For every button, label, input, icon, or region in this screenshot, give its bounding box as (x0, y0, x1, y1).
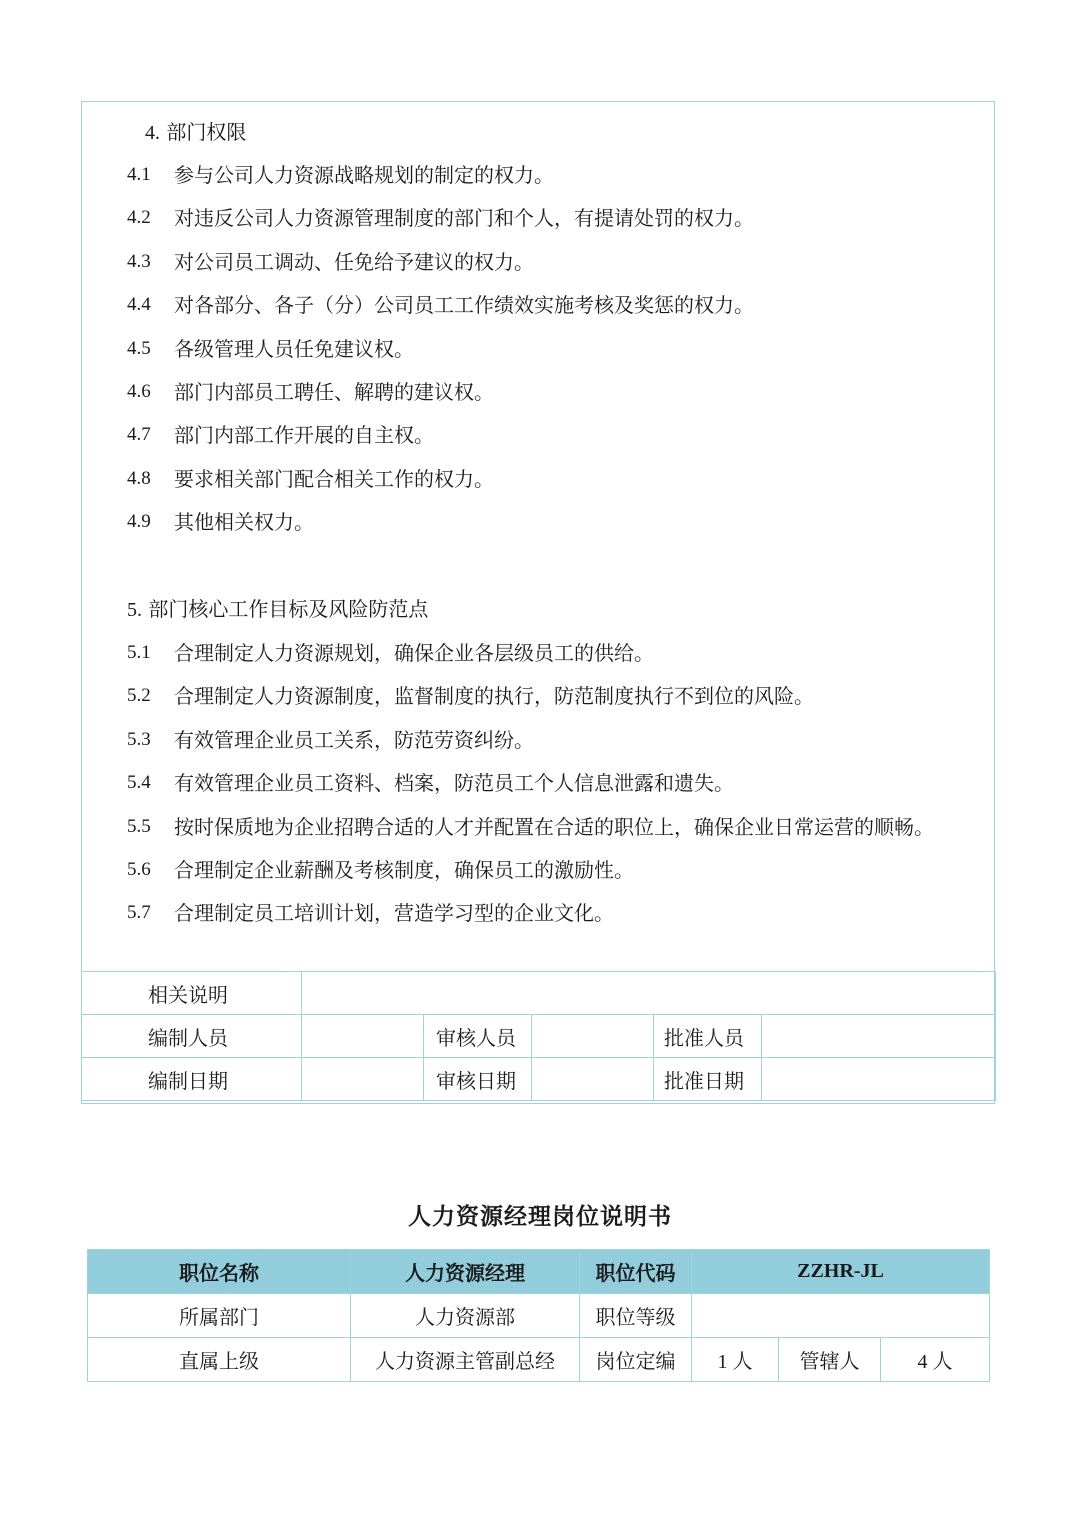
section-4-item-number: 4.4 (127, 294, 151, 316)
section-5-item-number: 5.5 (127, 815, 151, 837)
reviewer-label: 审核人员 (424, 1015, 532, 1058)
job-header-row (88, 1250, 990, 1294)
section-5-item-text: 合理制定人力资源规划，确保企业各层级员工的供给。 (174, 641, 654, 665)
compile-date-value[interactable] (302, 1058, 424, 1101)
section-4-number: 4. (145, 122, 160, 144)
section-5-item-text: 有效管理企业员工关系，防范劳资纠纷。 (174, 727, 534, 752)
grade-label: 职位等级 (580, 1294, 692, 1338)
section-5-item-number: 5.1 (127, 642, 151, 663)
compile-date-label: 编制日期 (82, 1058, 302, 1101)
section-4-item (82, 160, 994, 190)
approver-value[interactable] (762, 1015, 996, 1058)
section-4-item-number: 4.5 (127, 337, 151, 359)
superior-row (88, 1338, 990, 1382)
section-4-item-number: 4.7 (127, 424, 151, 446)
approver-label: 批准人员 (654, 1015, 762, 1058)
review-date-label: 审核日期 (424, 1058, 532, 1101)
approve-date-label: 批准日期 (654, 1058, 762, 1101)
section-5-item-text: 有效管理企业员工资料、档案，防范员工个人信息泄露和遗失。 (174, 771, 734, 796)
department-value: 人力资源部 (351, 1294, 580, 1338)
section-4-item (82, 334, 994, 364)
section-4-item-number: 4.2 (127, 207, 151, 229)
section-5-number: 5. (127, 599, 142, 621)
superior-value: 人力资源主管副总经 (351, 1338, 580, 1382)
compiler-value[interactable] (302, 1015, 424, 1058)
approve-date-value[interactable] (762, 1058, 996, 1101)
section-5-item-number: 5.4 (127, 772, 151, 794)
job-info-table (87, 1249, 990, 1382)
department-row (88, 1294, 990, 1338)
section-5-item (82, 725, 994, 755)
related-notes-row (82, 972, 996, 1015)
section-5-title: 部门核心工作目标及风险防范点 (148, 597, 429, 621)
section-4-item-number: 4.1 (127, 164, 151, 185)
position-name-value: 人力资源经理 (351, 1250, 580, 1294)
section-5-item (82, 681, 994, 711)
section-4-title: 部门权限 (166, 120, 247, 144)
section-5-item (82, 898, 994, 928)
section-5-item-text: 合理制定员工培训计划，营造学习型的企业文化。 (174, 901, 614, 926)
section-4-item (82, 290, 994, 320)
section-4-item (82, 507, 994, 537)
section-5-item (82, 638, 994, 668)
section-5-item-number: 5.7 (127, 902, 151, 924)
subordinates-label: 管辖人 (779, 1338, 881, 1382)
section-4-item (82, 247, 994, 277)
compiler-label: 编制人员 (82, 1015, 302, 1058)
section-4-item-text: 对违反公司人力资源管理制度的部门和个人，有提请处罚的权力。 (174, 206, 754, 231)
related-notes-label: 相关说明 (82, 972, 302, 1015)
section-5-item-text: 合理制定人力资源制度，监督制度的执行，防范制度执行不到位的风险。 (174, 684, 814, 709)
grade-value[interactable] (692, 1294, 990, 1338)
department-authority-box (81, 101, 995, 1104)
section-5-item-number: 5.3 (127, 728, 151, 750)
date-row (82, 1058, 996, 1101)
section-4-heading (145, 117, 246, 147)
department-label: 所属部门 (88, 1294, 351, 1338)
section-4-item-text: 对公司员工调动、任免给予建议的权力。 (174, 249, 534, 274)
position-name-label: 职位名称 (88, 1250, 351, 1294)
section-5-item-number: 5.2 (127, 685, 151, 707)
subordinates-value: 4 人 (881, 1338, 990, 1382)
section-4-item-text: 对各部分、各子（分）公司员工工作绩效实施考核及奖惩的权力。 (174, 293, 754, 318)
section-4-item-text: 要求相关部门配合相关工作的权力。 (174, 466, 494, 491)
related-notes-value[interactable] (302, 972, 996, 1015)
reviewer-value[interactable] (532, 1015, 654, 1058)
signature-table (81, 971, 996, 1101)
section-5-item-text: 按时保质地为企业招聘合适的人才并配置在合适的职位上，确保企业日常运营的顺畅。 (174, 814, 934, 839)
section-4-item (82, 464, 994, 494)
section-4-item-number: 4.3 (127, 250, 151, 272)
section-5-item (82, 812, 994, 842)
personnel-row (82, 1015, 996, 1058)
section-4-item-number: 4.6 (127, 381, 151, 402)
position-code-label: 职位代码 (580, 1250, 692, 1294)
section-4-item-text: 各级管理人员任免建议权。 (174, 336, 414, 361)
section-4-item-text: 其他相关权力。 (174, 510, 314, 535)
section-5-item (82, 855, 994, 885)
section-4-item-text: 部门内部员工聘任、解聘的建议权。 (174, 380, 494, 404)
section-4-item-text: 参与公司人力资源战略规划的制定的权力。 (174, 163, 554, 187)
job-description-title: 人力资源经理岗位说明书 (408, 1204, 672, 1230)
section-4-item-number: 4.9 (127, 511, 151, 533)
section-4-item (82, 203, 994, 233)
review-date-value[interactable] (532, 1058, 654, 1101)
section-4-item-text: 部门内部工作开展的自主权。 (174, 423, 434, 448)
section-4-item-number: 4.8 (127, 467, 151, 489)
headcount-label: 岗位定编 (580, 1338, 692, 1382)
section-5-heading (127, 594, 428, 624)
headcount-value: 1 人 (692, 1338, 779, 1382)
section-4-item (82, 420, 994, 450)
position-code-value: ZZHR-JL (692, 1250, 990, 1294)
superior-label: 直属上级 (88, 1338, 351, 1382)
section-5-item-number: 5.6 (127, 859, 151, 880)
section-4-item (82, 377, 994, 407)
section-5-item (82, 768, 994, 798)
section-5-item-text: 合理制定企业薪酬及考核制度，确保员工的激励性。 (174, 858, 634, 882)
